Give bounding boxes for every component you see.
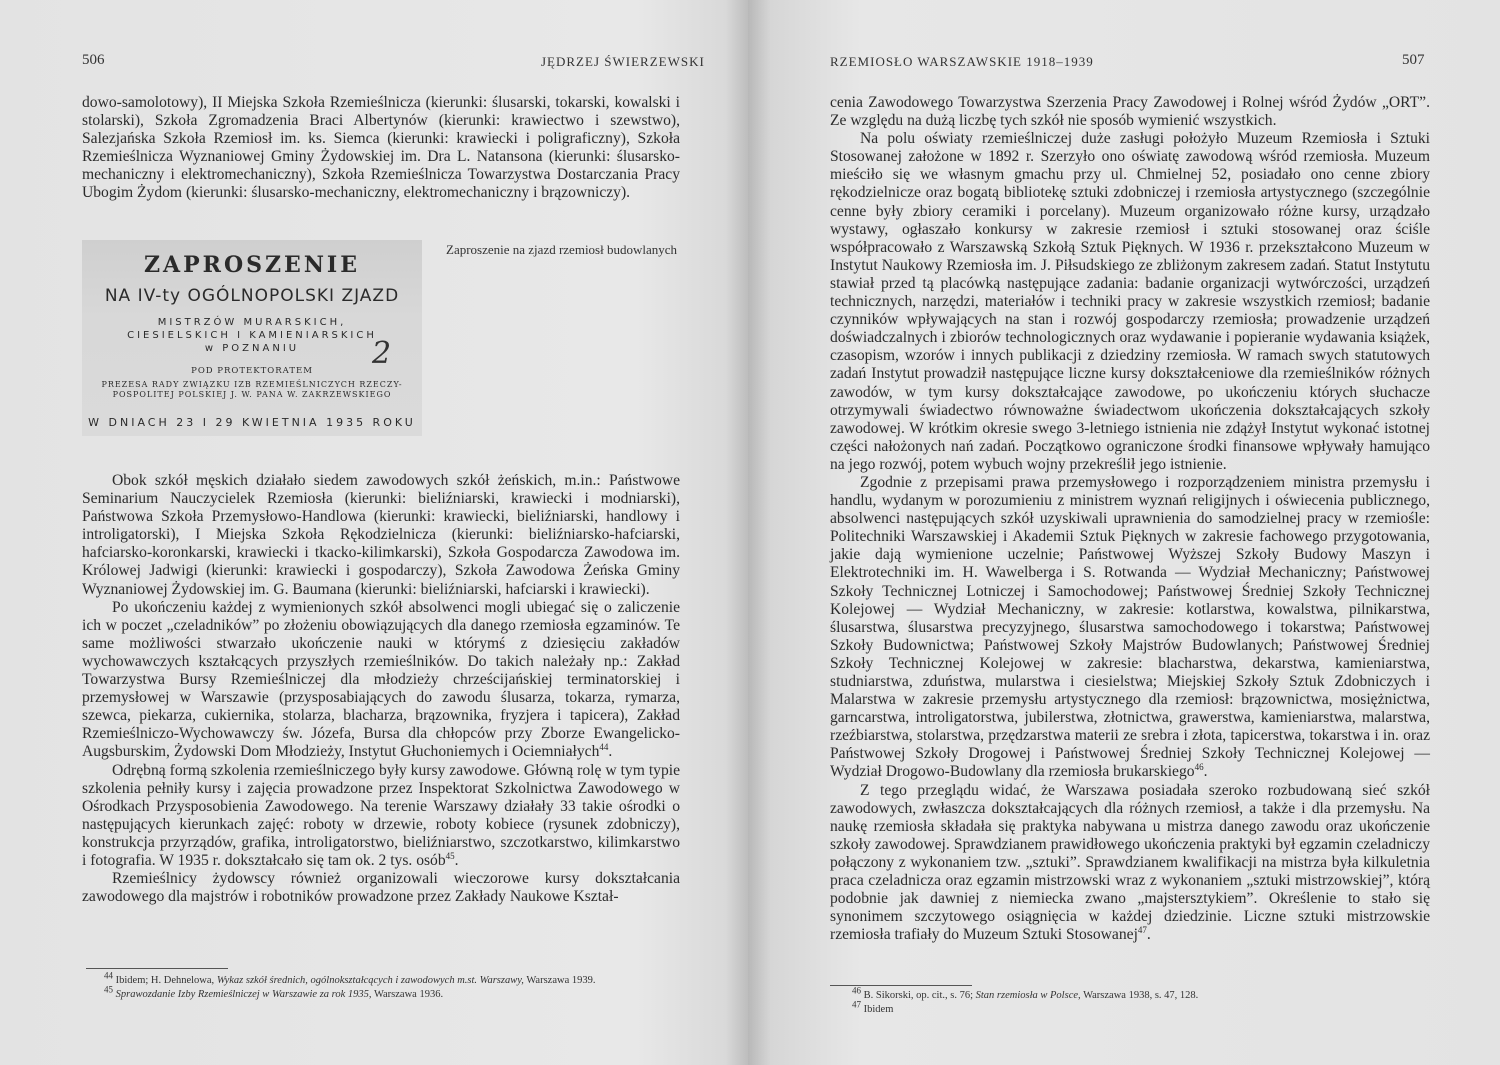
figure-caption: Zaproszenie na zjazd rzemiosł budowlanych [446, 242, 678, 257]
figure-patronage: POD PROTEKTORATEM [191, 366, 313, 376]
left-page [0, 0, 748, 1065]
footnote-rule [86, 968, 228, 969]
figure-date: W DNIACH 23 I 29 KWIETNIA 1935 ROKU [88, 416, 416, 429]
paragraph: Na polu oświaty rzemieślniczej duże zasługi położyło Muzeum Rzemiosła i Sztuki Stosowanej założone w 1892 r. Szerzyło ono oświatę zawodową wśród rzemiosła. Muzeum mieściło się we własnym gmachu przy ul. Chmielnej 52, posiadało ono cenne zbiory rękodzielnicze oraz bogatą bibliotekę sztuki zdobniczej i rzemiosła artystycznego (szczególnie cenne były zbiory ceramiki i porcelany). Muzeum organizowało różne kursy, urządzało wystawy, ogłaszało konkursy w zakresie rzemiosł i sztuki stosowanej oraz ściśle współpracowało z Warszawską Szkołą Sztuk Pięknych. W 1936 r. przekształcono Muzeum w Instytut Naukowy Rzemiosła im. J. Piłsudskiego ze zbliżonym zakresem zadań. Statut Instytutu stawiał przed tą placówką następujące zadania: badanie organizacji wytwórczości, urządzeń technicznych, narzędzi, materiałów i techniki pracy w zakresie wszystkich rzemiosł; badanie czynników wpływających na stan i rozwój gospodarczy rzemiosła; prowadzenie urządzeń doświadczalnych i zbiorów technologicznych oraz wydawanie i popieranie wydawania książek, czasopism, wzorów i innych publikacji z dziedziny rzemiosła. W ramach swych statutowych zadań Instytut prowadził następujące liczne kursy dokształceniowe dla rzemieślników różnych zawodów, w tym kursy dokształcające zawodowe, po ukończeniu których słuchacze otrzymywali świadectwo równoważne świadectwom ukończenia dokształcających szkoły zawodowej. W krótkim okresie swego 3-letniego istnienia nie zdążył Instytut wykonać istotnej części nałożonych nań zadań. Początkowo ograniczone środki finansowe wpływały hamująco na jego rozwój, potem wybuch wojny przekreślił jego istnienie. [830, 130, 1430, 473]
footnote-text: Ibidem [863, 1004, 894, 1015]
paragraph: cenia Zawodowego Towarzystwa Szerzenia Pracy Zawodowej i Rolnej wśród Żydów „ORT”. Ze względu na dużą liczbę tych szkół nie sposób wymienić wszystkich. [830, 94, 1430, 130]
footnote-title: Sprawozdanie Izby Rzemieślniczej w Warszawie za rok 1935, [115, 989, 372, 1000]
paragraph-text: Z tego przeglądu widać, że Warszawa posiadała szeroko rozbudowaną sieć szkół zawodowych, zwłaszcza dokształcających dla różnych rzemiosł, a także i dla przemysłu. Na naukę rzemiosła składała się praktyka nabywana u mistrza danego zawodu oraz ukończenie szkoły zawodowej. Sprawdzianem prawidłowego ukończenia praktyki był egzamin czeladniczy połączony z wykonaniem tzw. „sztuki”. Sprawdzianem kwalifikacji na mistrza była kilkuletnia praca czeladnicza oraz egzamin mistrzowski wraz z wykonaniem „sztuki mistrzowskiej”, którą podobnie jak dawniej z niemiecka zwano „majstersztykiem”. Określenie to stało się synonimem szczytowego osiągnięcia w każdej dziedzinie. Liczne sztuki mistrzowskie rzemiosła trafiały do Muzeum Sztuki Stosowanej [830, 781, 1430, 944]
paragraph: Z tego przeglądu widać, że Warszawa posiadała szeroko rozbudowaną sieć szkół zawodowych, zwłaszcza dokształcających dla różnych rzemiosł, a także i dla przemysłu. Na naukę rzemiosła składała się praktyka nabywana u mistrza danego zawodu oraz ukończenie szkoły zawodowej. Sprawdzianem prawidłowego ukończenia praktyki był egzamin czeladniczy połączony z wykonaniem tzw. „sztuki”. Sprawdzianem kwalifikacji na mistrza była kilkuletnia praca czeladnicza oraz egzamin mistrzowski wraz z wykonaniem „sztuki mistrzowskiej”, którą podobnie jak dawniej z niemiecka zwano „majstersztykiem”. Określenie to stało się synonimem szczytowego osiągnięcia w każdej dziedzinie. Liczne sztuki mistrzowskie rzemiosła trafiały do Muzeum Sztuki Stosowanej$^{47}$. [830, 781, 1430, 944]
footnote [82, 984, 680, 1002]
footnote [830, 985, 1430, 1003]
footnote-text: Ibidem; H. Dehnelowa, [115, 975, 215, 986]
paragraph: Obok szkół męskich działało siedem zawodowych szkół żeńskich, m.in.: Państwowe Seminarium Nauczycielek Rzemiosła (kierunki: bieliźniarski, krawiecki i modniarski), Państwowa Szkoła Przemysłowo-Handlowa (kierunki: krawiecki, bieliźniarski, handlowy i introligatorski), I Miejska Szkoła Rękodzielnicza (kierunki: bieliźniarsko-hafciarski, hafciarsko-koronkarski, krawiecki i tkacko-kilimkarski), Szkoła Gospodarcza Zawodowa im. Królowej Jadwigi (kierunki: krawiecki i gospodarczy), Szkoła Zawodowa Żeńska Gminy Wyznaniowej Żydowskiej im. G. Baumana (kierunki: bieliźniarski, hafciarski i krawiecki). [82, 472, 680, 598]
footnote-ref: 45 [445, 850, 455, 861]
footnote-text: Warszawa 1936. [373, 989, 444, 1000]
footnote-text: Warszawa 1938, s. 47, 128. [1083, 990, 1199, 1001]
paragraph: Po ukończeniu każdej z wymienionych szkół absolwenci mogli ubiegać się o zaliczenie ich w poczet „czeladników” po złożeniu obowiązujących dla danego rzemiosła egzaminów. Te same możliwości stwarzało ukończenie nauki w którymś z dziesięciu zakładów wychowawczych kształcących przyszłych rzemieślników. Do takich należały np.: Zakład Towarzystwa Bursy Rzemieślniczej dla młodzieży chrześcijańskiej terminatorskiej i przemysłowej w Warszawie (przysposabiających do zawodu ślusarza, tokarza, rymarza, szewca, piekarza, cukiernika, stolarza, blacharza, brązownika, fryzjera i tapicera), Zakład Rzemieślniczo-Wychowawczy św. Józefa, Bursa dla chłopców przy Zborze Ewangelicko-Augsburskim, Żydowski Dom Młodzieży, Instytut Głuchoniemych i Ociemniałych$^{44}$. [82, 598, 680, 761]
running-head: JĘDRZEJ ŚWIERZEWSKI [541, 54, 705, 69]
footnote-text: Warszawa 1939. [526, 975, 596, 986]
paragraph-text: Po ukończeniu każdej z wymienionych szkół absolwenci mogli ubiegać się o zaliczenie ich w poczet „czeladników” po złożeniu obowiązujących dla danego rzemiosła egzaminów. Te same możliwości stwarzało ukończenie nauki w którymś z dziesięciu zakładów wychowawczych kształcących przyszłych rzemieślników. Do takich należały np.: Zakład Towarzystwa Bursy Rzemieślniczej dla młodzieży chrześcijańskiej terminatorskiej i przemysłowej w Warszawie (przysposabiających do zawodu ślusarza, tokarza, rymarza, szewca, piekarza, cukiernika, stolarza, blacharza, brązownika, fryzjera i tapicera), Zakład Rzemieślniczo-Wychowawczy św. Józefa, Bursa dla chłopców przy Zborze Ewangelicko-Augsburskim, Żydowski Dom Młodzieży, Instytut Głuchoniemych i Ociemniałych [82, 598, 680, 761]
body-text [830, 94, 1430, 944]
figure-patron [88, 380, 416, 400]
figure-patron-2: POSPOLITEJ POLSKIEJ J. W. PANA W. ZAKRZEWSKIEGO [112, 390, 392, 399]
figure-line-c: w POZNANIU [204, 343, 300, 354]
footnotes [830, 985, 1430, 1017]
invitation-figure [82, 240, 422, 436]
figure-line-b: CIESIELSKICH I KAMIENIARSKICH [127, 330, 377, 341]
page-number: 506 [82, 52, 105, 68]
footnote-ref: 47 [1137, 925, 1147, 936]
figure-title: ZAPROSZENIE [143, 252, 360, 278]
paragraph: Zgodnie z przepisami prawa przemysłowego i rozporządzeniem ministra przemysłu i handlu, wydanym w porozumieniu z ministrem wyznań religijnych i oświecenia publicznego, absolwenci następujących szkół uzyskiwali uprawnienia do samodzielnej pracy w rzemiośle: Politechniki Warszawskiej i Akademii Sztuk Pięknych w zakresie fachowego przygotowania, jakie dają wymienione uczelnie; Państwowej Wyższej Szkoły Budowy Maszyn i Elektrotechniki im. H. Wawelberga i S. Rotwanda — Wydział Mechaniczny; Państwowej Szkoły Technicznej Lotniczej i Samochodowej; Państwowej Średniej Szkoły Technicznej Kolejowej — Wydział Mechaniczny, w zakresie: kotlarstwa, kowalstwa, pilnikarstwa, ślusarstwa, ślusarstwa precyzyjnego, ślusarstwa samochodowego i tokarstwa; Państwowej Szkoły Budownictwa; Państwowej Szkoły Majstrów Budowlanych; Państwowej Średniej Szkoły Technicznej Kolejowej w zakresie: blacharstwa, dekarstwa, kamieniarstwa, studniarstwa, zduństwa, mularstwa i ciesielstwa; Miejskiej Szkoły Sztuk Zdobniczych i Malarstwa w zakresie przemysłu artystycznego dla rzemiosł: brązownictwa, mosiężnictwa, garncarstwa, introligatorstwa, jubilerstwa, złotnictwa, grawerstwa, kamieniarstwa, malarstwa, rzeźbiarstwa, stolarstwa, przędzarstwa materii ze srebra i złota, tapicerstwa, tokarstwa i in. oraz Państwowej Szkoły Drogowej i Państwowej Średniej Szkoły Technicznej Kolejowej — Wydział Drogowo-Budowlany dla rzemiosła brukarskiego$^{46}$. [830, 473, 1430, 781]
figure-line: NA IV-ty OGÓLNOPOLSKI ZJAZD [104, 286, 400, 306]
figure-patron-1: PREZESA RADY ZWIĄZKU IZB RZEMIEŚLNICZYCH RZECZY- [101, 380, 403, 389]
footnote-ref: 44 [599, 742, 609, 753]
paragraph-text: dowo-samolotowy), II Miejska Szkoła Rzemieślnicza (kierunki: ślusarski, tokarski, kowalski i stolarski), Szkoła Zgromadzenia Braci Albertynów (kierunki: krawiectwo i szewstwo), Salezjańska Szkoła Rzemiosł im. ks. Siemca (kierunki: krawiecki i poligraficzny), Szkoła Rzemieślnicza Wyznaniowej Gminy Żydowskiej im. Dra L. Natansona (kierunki: ślusarsko-mechaniczny i elektromechaniczny), Szkoła Rzemieślnicza Towarzystwa Dostarczania Pracy Ubogim Żydom (kierunki: ślusarsko-mechaniczny, elektromechaniczny i brązowniczy). [82, 94, 680, 202]
handwritten-mark: 2 [372, 336, 392, 371]
footnote-title: Stan rzemiosła w Polsce, [975, 990, 1081, 1001]
footnote-title: Wykaz szkół średnich, ogólnokształcących i zawodowych m.st. Warszawy, [216, 975, 524, 986]
footnote-number: 47 [852, 999, 861, 1010]
paragraph [82, 94, 680, 203]
figure-line-a: MISTRZÓW MURARSKICH, [157, 317, 347, 328]
footnote [82, 970, 680, 988]
right-page [748, 0, 1500, 1065]
paragraph: Odrębną formą szkolenia rzemieślniczego były kursy zawodowe. Główną rolę w tym typie szkolenia pełniły kursy i zajęcia prowadzone przez Inspektorat Szkolnictwa Zawodowego w Ośrodkach Przysposobienia Zawodowego. Na terenie Warszawy działały 33 takie ośrodki o następujących kierunkach zajęć: roboty w drzewie, roboty kobiece (rysunek zdobniczy), konstrukcja przyrządów, grafika, introligatorstwo, bieliźniarstwo, szczotkarstwo, kilimkarstwo i fotografia. W 1935 r. dokształcało się tam ok. 2 tys. osób$^{45}$. [82, 761, 680, 869]
figure-line [82, 316, 422, 355]
paragraph-text: Odrębną formą szkolenia rzemieślniczego były kursy zawodowe. Główną rolę w tym typie szkolenia pełniły kursy i zajęcia prowadzone przez Inspektorat Szkolnictwa Zawodowego w Ośrodkach Przysposobienia Zawodowego. Na terenie Warszawy działały 33 takie ośrodki o następujących kierunkach zajęć: roboty w drzewie, roboty kobiece (rysunek zdobniczy), konstrukcja przyrządów, grafika, introligatorstwo, bieliźniarstwo, szczotkarstwo, kilimkarstwo i fotografia. W 1935 r. dokształcało się tam ok. 2 tys. osób [82, 761, 680, 869]
paragraph: Rzemieślnicy żydowscy również organizowali wieczorowe kursy dokształcania zawodowego dla majstrów i robotników prowadzone przez Zakłady Naukowe Kształ- [82, 870, 680, 906]
page-number: 507 [1402, 52, 1425, 68]
body-text [82, 472, 680, 906]
footnote [830, 999, 1430, 1017]
footnote-text: B. Sikorski, op. cit., s. 76; [863, 990, 974, 1001]
footnote-number: 45 [104, 984, 113, 995]
footnote-ref: 46 [1194, 762, 1204, 773]
paragraph-text: Zgodnie z przepisami prawa przemysłowego i rozporządzeniem ministra przemysłu i handlu, wydanym w porozumieniu z ministrem wyznań religijnych i oświecenia publicznego, absolwenci następujących szkół uzyskiwali uprawnienia do samodzielnej pracy w rzemiośle: Politechniki Warszawskiej i Akademii Sztuk Pięknych w zakresie fachowego przygotowania, jakie dają wymienione uczelnie; Państwowej Wyższej Szkoły Budowy Maszyn i Elektrotechniki im. H. Wawelberga i S. Rotwanda — Wydział Mechaniczny; Państwowej Szkoły Technicznej Lotniczej i Samochodowej; Państwowej Średniej Szkoły Technicznej Kolejowej — Wydział Mechaniczny, w zakresie: kotlarstwa, kowalstwa, pilnikarstwa, ślusarstwa, ślusarstwa precyzyjnego, ślusarstwa samochodowego i tokarstwa; Państwowej Szkoły Budownictwa; Państwowej Szkoły Majstrów Budowlanych; Państwowej Średniej Szkoły Technicznej Kolejowej w zakresie: blacharstwa, dekarstwa, kamieniarstwa, studniarstwa, zduństwa, mularstwa i ciesielstwa; Miejskiej Szkoły Sztuk Zdobniczych i Malarstwa w zakresie przemysłu artystycznego dla rzemiosł: brązownictwa, mosiężnictwa, garncarstwa, introligatorstwa, jubilerstwa, złotnictwa, grawerstwa, kamieniarstwa, malarstwa, rzeźbiarstwa, stolarstwa, przędzarstwa materii ze srebra i złota, tapicerstwa, tokarstwa i in. oraz Państwowej Szkoły Drogowej i Państwowej Średniej Szkoły Technicznej Kolejowej — Wydział Drogowo-Budowlany dla rzemiosła brukarskiego [830, 473, 1430, 781]
running-head: RZEMIOSŁO WARSZAWSKIE 1918–1939 [830, 54, 1094, 69]
footnote-number: 44 [104, 970, 113, 981]
footnotes [82, 970, 680, 1002]
footnote-number: 46 [852, 985, 861, 996]
